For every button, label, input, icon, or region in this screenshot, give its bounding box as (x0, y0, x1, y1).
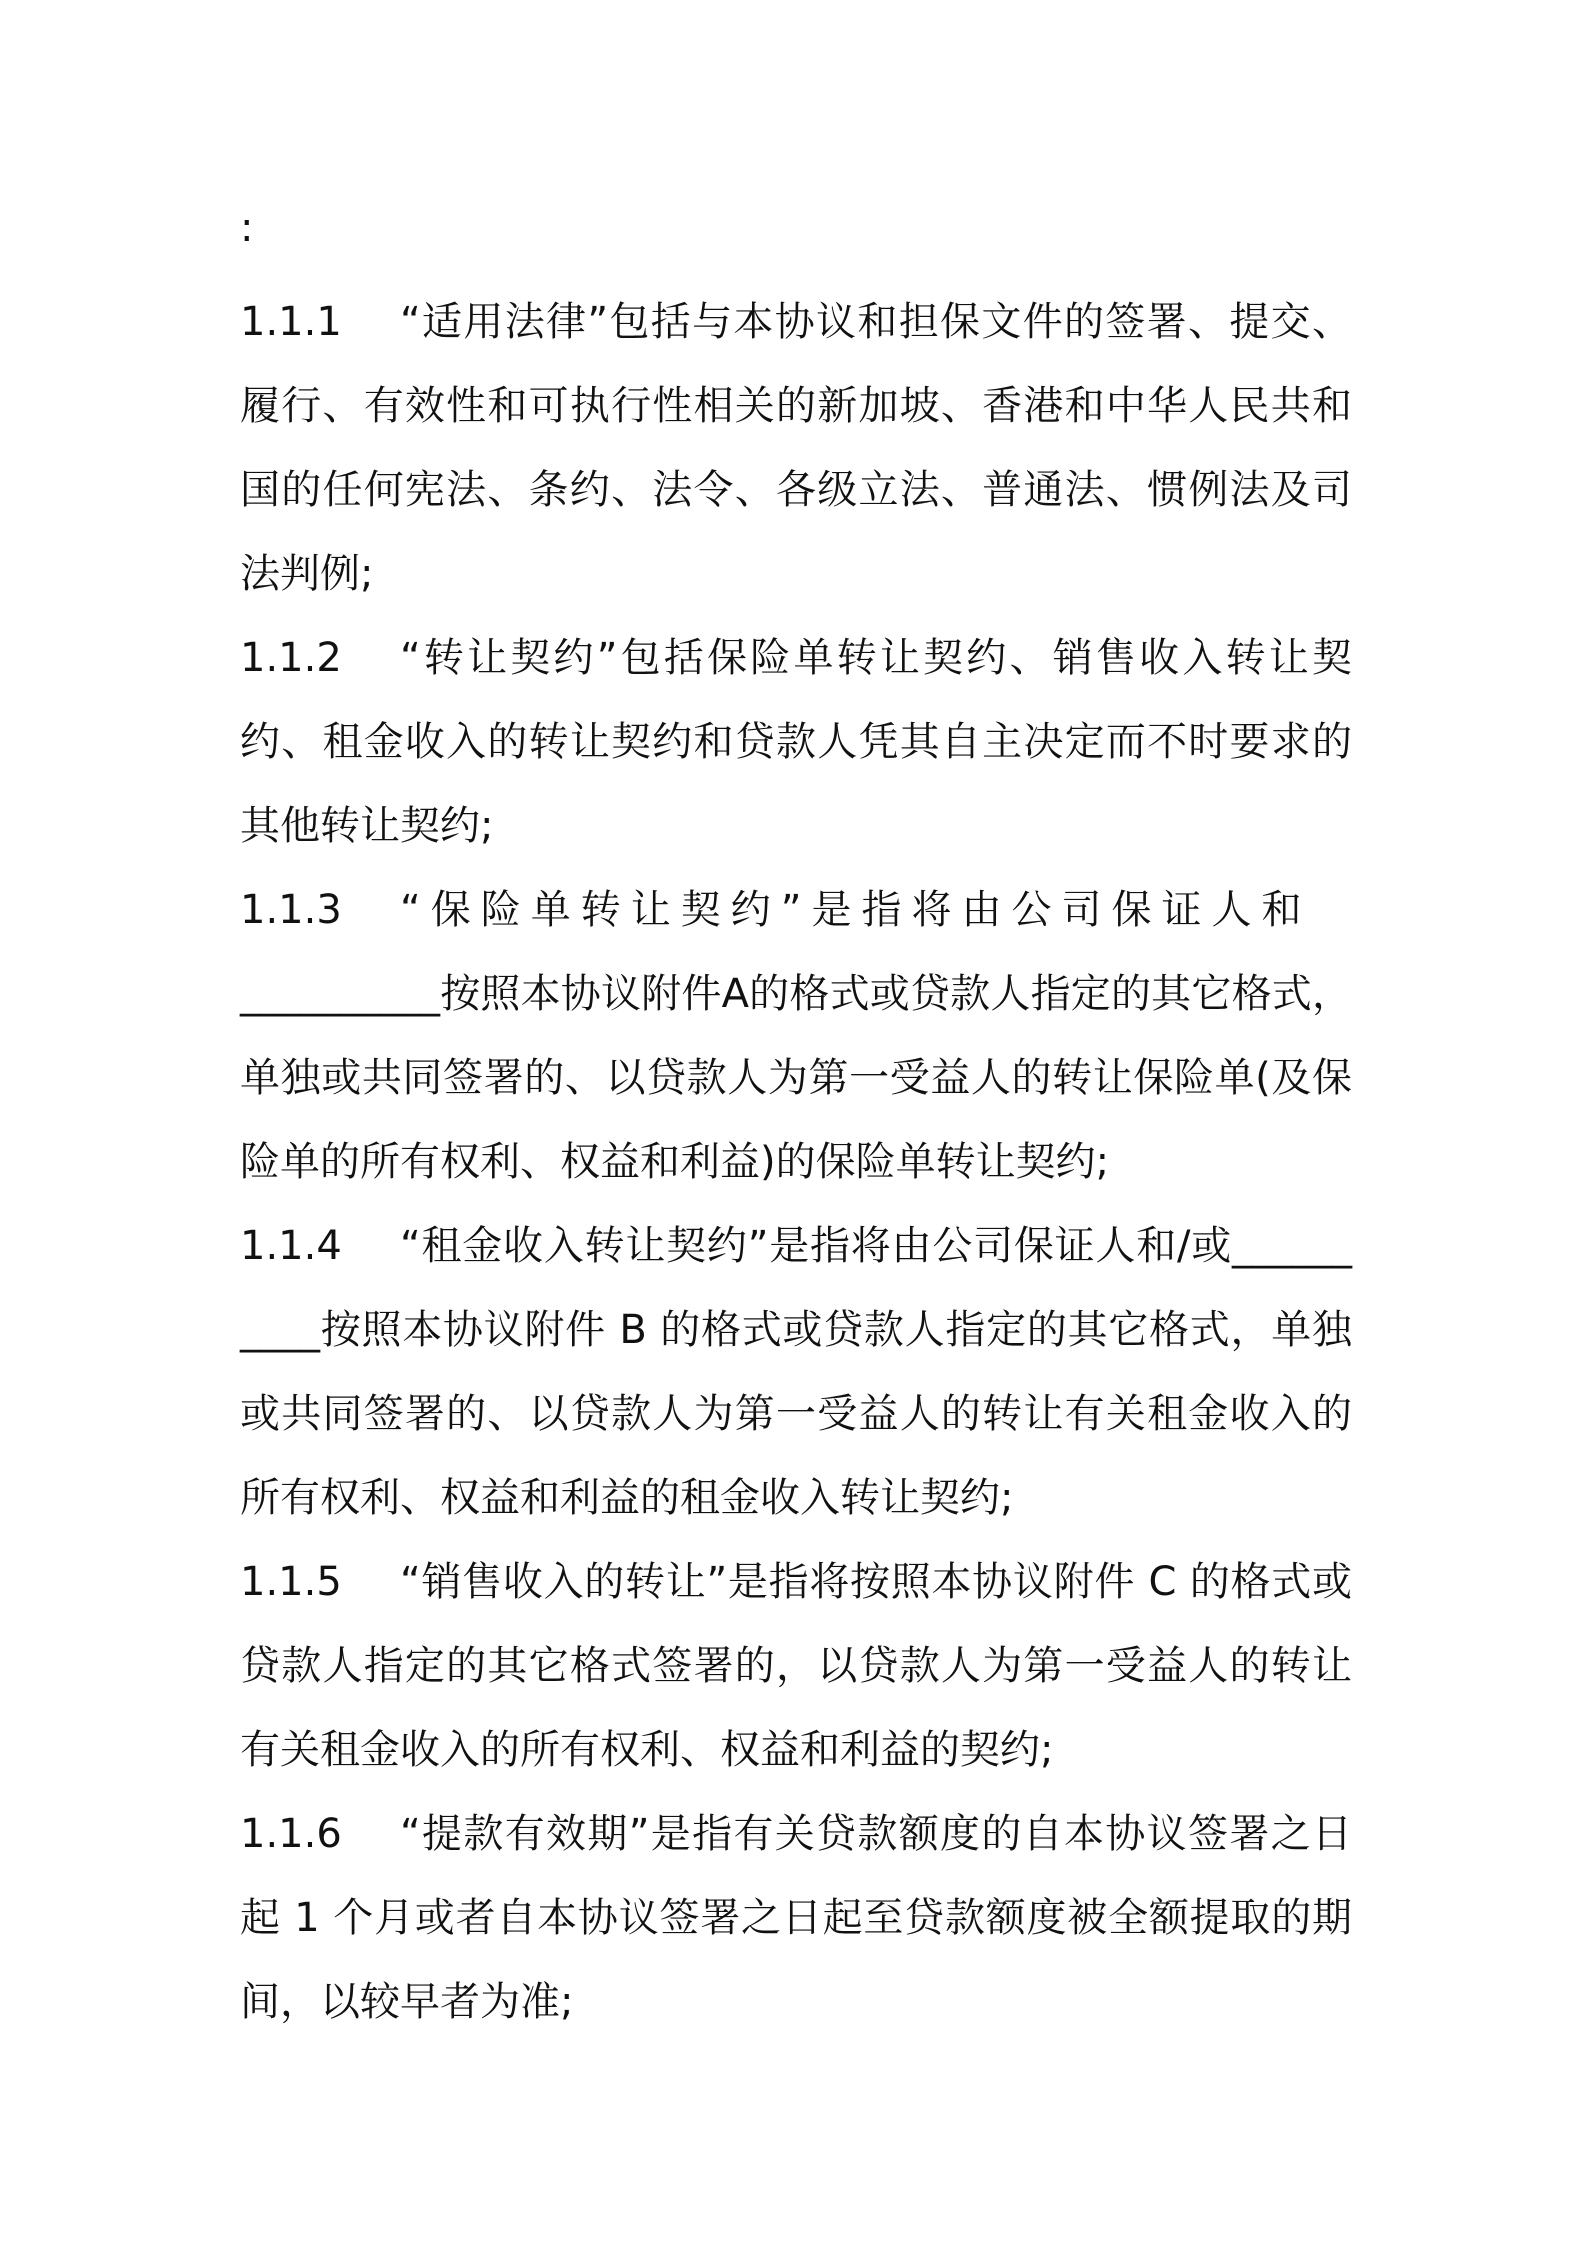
clause-1-1-5 (240, 1540, 1352, 1792)
clause-1-1-6 (240, 1792, 1352, 2044)
clause-text-heading: “保险单转让契约”是指将由公司保证人和 (400, 887, 1312, 933)
clause-1-1-2 (240, 616, 1352, 868)
clause-text: “提款有效期”是指有关贷款额度的自本协议签署之日起 1 个月或者自本协议签署之日起至贷款额度被全额提取的期间，以较早者为准; (240, 1811, 1352, 2025)
clause-number: 1.1.6 (240, 1811, 342, 1857)
clause-1-1-3 (240, 868, 1352, 1204)
definitions-list (240, 280, 1352, 2044)
clause-text: “销售收入的转让”是指将按照本协议附件 C 的格式或贷款人指定的其它格式签署的，以贷款人为第一受益人的转让有关租金收入的所有权利、权益和利益的契约; (240, 1559, 1352, 1773)
leading-colon: : (240, 205, 254, 251)
clause-number: 1.1.4 (240, 1223, 342, 1269)
clause-text-body: __________按照本协议附件A的格式或贷款人指定的其它格式，单独或共同签署的、以贷款人为第一受益人的转让保险单(及保险单的所有权利、权益和利益)的保险单转让契约; (240, 971, 1352, 1185)
clause-1-1-1 (240, 280, 1352, 616)
clause-number: 1.1.5 (240, 1559, 342, 1605)
clause-text: “转让契约”包括保险单转让契约、销售收入转让契约、租金收入的转让契约和贷款人凭其自主决定而不时要求的其他转让契约; (240, 635, 1352, 849)
clause-number: 1.1.2 (240, 635, 342, 681)
clause-number: 1.1.3 (240, 887, 342, 933)
clause-number: 1.1.1 (240, 299, 342, 345)
clause-1-1-4 (240, 1204, 1352, 1540)
clause-text: “适用法律”包括与本协议和担保文件的签署、提交、履行、有效性和可执行性相关的新加坡、香港和中华人民共和国的任何宪法、条约、法令、各级立法、普通法、惯例法及司法判例; (240, 299, 1352, 597)
clause-text: “租金收入转让契约”是指将由公司保证人和/或__________按照本协议附件 B 的格式或贷款人指定的其它格式，单独或共同签署的、以贷款人为第一受益人的转让有关租金收入的所有权利、权益和利益的租金收入转让契约; (240, 1223, 1352, 1521)
